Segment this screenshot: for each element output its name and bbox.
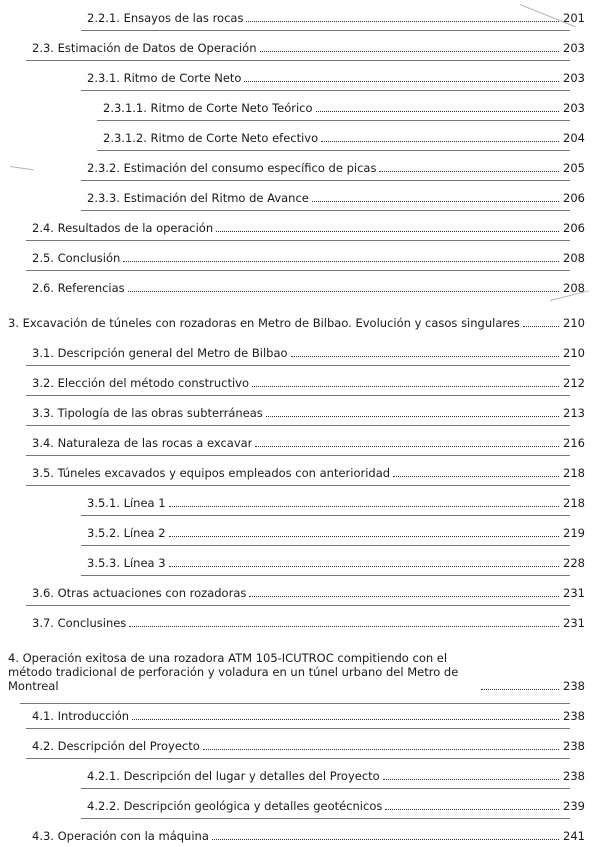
underline-rule	[26, 270, 570, 271]
toc-entry	[32, 251, 585, 265]
toc-entry-title: 2.6. Referencias	[32, 281, 125, 295]
dot-leader	[252, 385, 559, 387]
toc-entry-page: 210	[563, 316, 585, 330]
toc-entry-title: 2.2.1. Ensayos de las rocas	[87, 11, 244, 25]
toc-entry	[103, 131, 585, 145]
toc-entry	[32, 376, 585, 390]
dot-leader	[255, 445, 559, 447]
toc-entry	[32, 739, 585, 753]
toc-entry	[87, 11, 585, 25]
dot-leader	[169, 535, 559, 537]
underline-rule	[26, 395, 570, 396]
toc-entry-title: 4.2.2. Descripción geológica y detalles geotécnicos	[87, 799, 383, 813]
underline-rule	[97, 120, 570, 121]
toc-entry-page: 203	[563, 41, 585, 55]
dot-leader	[123, 260, 559, 262]
dot-leader	[312, 200, 559, 202]
toc-entry	[87, 799, 585, 813]
toc-entry-page: 204	[563, 131, 585, 145]
toc-entry-title: 3.5. Túneles excavados y equipos empleados con anterioridad	[32, 466, 391, 480]
underline-rule	[81, 90, 570, 91]
toc-entry-page: 208	[563, 281, 585, 295]
toc-entry	[32, 586, 585, 600]
dot-leader	[169, 565, 559, 567]
toc-entry-page: 203	[563, 71, 585, 85]
dot-leader	[246, 20, 559, 22]
underline-rule	[81, 575, 570, 576]
toc-entry-title: 2.3.1. Ritmo de Corte Neto	[87, 71, 242, 85]
dot-leader	[128, 290, 559, 292]
toc-entry-title: 4.2. Descripción del Proyecto	[32, 739, 200, 753]
toc-entry	[32, 346, 585, 360]
dot-leader	[383, 778, 559, 780]
toc-entry-page: 212	[563, 376, 585, 390]
underline-rule	[26, 425, 570, 426]
toc-entry-title: 3.3. Tipología de las obras subterráneas	[32, 406, 263, 420]
toc-entry	[32, 281, 585, 295]
toc-entry	[87, 71, 585, 85]
toc-entry-title: 4. Operación exitosa de una rozadora ATM 105-ICUTROC compitiendo con el método tradicional de perforación y voladura en un túnel urbano del Metro de Montreal	[8, 651, 459, 693]
underline-rule	[81, 788, 570, 789]
dot-leader	[169, 505, 559, 507]
toc-entry-page: 206	[563, 191, 585, 205]
toc-entry-page: 218	[563, 496, 585, 510]
dot-leader	[203, 748, 559, 750]
dot-leader	[132, 718, 559, 720]
toc-entry-page: 241	[563, 829, 585, 843]
underline-rule	[26, 455, 570, 456]
underline-rule	[26, 240, 570, 241]
toc-entry-page: 231	[563, 616, 585, 630]
toc-entry-page: 203	[563, 101, 585, 115]
toc-entry-page: 213	[563, 406, 585, 420]
toc-entry	[87, 769, 585, 783]
underline-rule	[20, 703, 570, 704]
toc-entry-title: 3.7. Conclusines	[32, 616, 127, 630]
dot-leader	[316, 110, 559, 112]
toc-entry-page: 208	[563, 251, 585, 265]
underline-rule	[81, 30, 570, 31]
toc-entry	[32, 709, 585, 723]
toc-entry-page: 238	[563, 679, 585, 693]
toc-entry-title: 2.4. Resultados de la operación	[32, 221, 214, 235]
toc-entry	[32, 41, 585, 55]
scan-artifact	[10, 166, 34, 170]
toc-entry-title: 2.3.2. Estimación del consumo específico de picas	[87, 161, 377, 175]
toc-entry-title: 3.6. Otras actuaciones con rozadoras	[32, 586, 247, 600]
underline-rule	[81, 180, 570, 181]
dot-leader	[321, 140, 559, 142]
toc-entry	[87, 556, 585, 570]
toc-entry	[32, 436, 585, 450]
toc-entry-title: 2.3. Estimación de Datos de Operación	[32, 41, 257, 55]
toc-entry	[87, 161, 585, 175]
underline-rule	[97, 150, 570, 151]
dot-leader	[216, 230, 559, 232]
dot-leader	[266, 415, 559, 417]
underline-rule	[26, 485, 570, 486]
toc-entry	[32, 829, 585, 843]
dot-leader	[379, 170, 559, 172]
toc-entry-page: 219	[563, 526, 585, 540]
underline-rule	[26, 728, 570, 729]
underline-rule	[26, 365, 570, 366]
dot-leader	[249, 595, 559, 597]
toc-entry-page: 231	[563, 586, 585, 600]
dot-leader	[385, 808, 559, 810]
toc-entry-title: 3. Excavación de túneles con rozadoras en Metro de Bilbao. Evolución y casos singulares	[8, 316, 520, 330]
toc-entry-page: 239	[563, 799, 585, 813]
toc-entry-title: 2.5. Conclusión	[32, 251, 121, 265]
underline-rule	[26, 60, 570, 61]
underline-rule	[81, 545, 570, 546]
toc-entry-title: 4.2.1. Descripción del lugar y detalles del Proyecto	[87, 769, 380, 783]
dot-leader	[244, 80, 559, 82]
toc-entry-title: 3.4. Naturaleza de las rocas a excavar	[32, 436, 253, 450]
toc-entry-page: 206	[563, 221, 585, 235]
dot-leader	[212, 838, 559, 840]
underline-rule	[81, 515, 570, 516]
toc-entry-title: 3.5.1. Línea 1	[87, 496, 166, 510]
toc-entry-page: 228	[563, 556, 585, 570]
toc-entry-title: 3.2. Elección del método constructivo	[32, 376, 250, 390]
toc-entry	[32, 406, 585, 420]
underline-rule	[81, 210, 570, 211]
toc-entry	[8, 651, 585, 693]
toc-entry	[87, 191, 585, 205]
dot-leader	[129, 625, 559, 627]
dot-leader	[291, 355, 559, 357]
toc-entry	[103, 101, 585, 115]
dot-leader	[481, 688, 559, 690]
underline-rule	[26, 758, 570, 759]
toc-entry	[32, 616, 585, 630]
toc-entry-page: 216	[563, 436, 585, 450]
toc-entry	[87, 526, 585, 540]
underline-rule	[26, 605, 570, 606]
toc-entry-title: 3.5.3. Línea 3	[87, 556, 166, 570]
toc-entry-page: 238	[563, 739, 585, 753]
toc-entry-title: 2.3.1.1. Ritmo de Corte Neto Teórico	[103, 101, 313, 115]
underline-rule	[81, 818, 570, 819]
toc-entry-page: 201	[563, 11, 585, 25]
toc-entry-title: 2.3.1.2. Ritmo de Corte Neto efectivo	[103, 131, 319, 145]
toc-entry-page: 210	[563, 346, 585, 360]
toc-entry	[8, 316, 585, 330]
toc-entry-title: 4.1. Introducción	[32, 709, 130, 723]
toc-entry-page: 238	[563, 709, 585, 723]
toc-entry-page: 238	[563, 769, 585, 783]
toc-entry-title: 4.3. Operación con la máquina	[32, 829, 209, 843]
toc-entry-title: 2.3.3. Estimación del Ritmo de Avance	[87, 191, 309, 205]
dot-leader	[393, 475, 559, 477]
toc-entry-page: 218	[563, 466, 585, 480]
toc-entry	[87, 496, 585, 510]
toc-entry-title: 3.1. Descripción general del Metro de Bilbao	[32, 346, 288, 360]
toc-entry-title: 3.5.2. Línea 2	[87, 526, 166, 540]
dot-leader	[523, 325, 559, 327]
toc-entry-page: 205	[563, 161, 585, 175]
toc-entry	[32, 466, 585, 480]
toc-entry	[32, 221, 585, 235]
dot-leader	[260, 50, 559, 52]
